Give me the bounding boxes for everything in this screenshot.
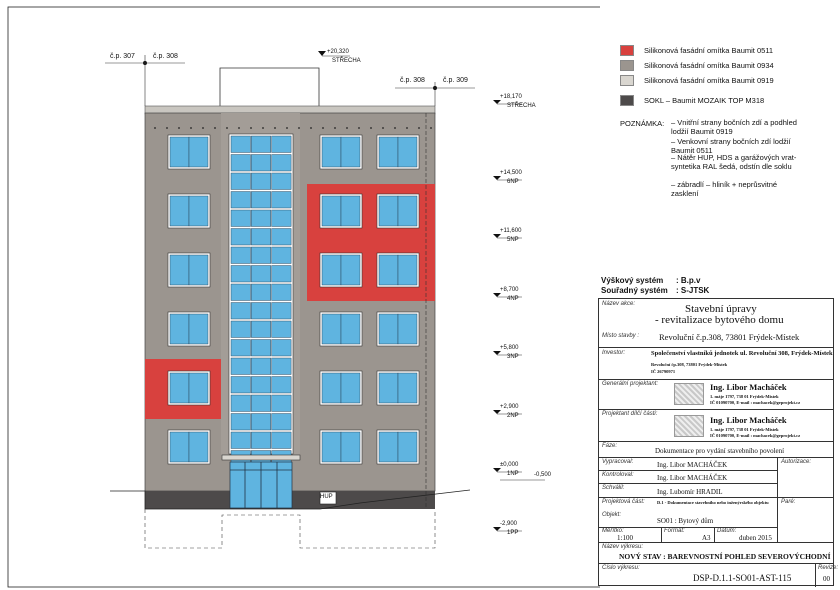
roof-dot bbox=[178, 127, 180, 129]
window-pane bbox=[341, 137, 360, 167]
stair-pane bbox=[251, 303, 270, 320]
title-block bbox=[598, 298, 839, 586]
stair-pane bbox=[272, 155, 292, 172]
roof-dot bbox=[286, 127, 288, 129]
roof-dot bbox=[202, 127, 204, 129]
investor-sub1: Revoluční čp.308, 73801 Frýdek-Místek bbox=[651, 362, 728, 367]
part-designer-addr: 1. máje 1797, 738 01 Frýdek-Místek bbox=[710, 427, 779, 432]
legend-label-3: SOKL – Baumit MOZAIK TOP M318 bbox=[644, 96, 765, 105]
stamp-label: Paré: bbox=[781, 499, 796, 505]
project-part-label: Projektová část: bbox=[602, 499, 645, 505]
entrance-canopy bbox=[222, 455, 300, 460]
part-designer-label: Projektant dílčí části: bbox=[602, 411, 658, 417]
stair-pane bbox=[251, 192, 270, 209]
coord-system-value: : S-JTSK bbox=[676, 286, 710, 295]
level-triangle bbox=[493, 410, 501, 414]
stair-pane bbox=[251, 340, 270, 357]
roof-level-label: STŘECHA bbox=[332, 58, 361, 64]
note-item-3: – zábradlí – hliník + neprůsvitné zasklení bbox=[671, 180, 778, 198]
roof-dot bbox=[274, 127, 276, 129]
stair-pane bbox=[272, 414, 292, 431]
drawing-name-value: NOVÝ STAV : BAREVNOSTNÍ POHLED SEVEROVÝCHODNÍ bbox=[619, 552, 831, 561]
investor-sub2: IČ 26790971 bbox=[651, 369, 676, 374]
stair-pane bbox=[251, 432, 270, 449]
roof-dot bbox=[298, 127, 300, 129]
investor-label: Investor: bbox=[602, 350, 626, 356]
stair-pane bbox=[231, 377, 251, 394]
stair-pane bbox=[231, 358, 251, 375]
level-value-7: -2,900 bbox=[500, 521, 518, 527]
level-triangle bbox=[493, 176, 501, 180]
note-item-0: – Vnitřní strany bočních zdí a podhled lodžií Baumit 0919 bbox=[671, 118, 797, 136]
level-label-3: 4NP bbox=[507, 296, 519, 302]
window-pane bbox=[379, 432, 398, 462]
stair-pane bbox=[251, 210, 270, 227]
stair-pane bbox=[231, 192, 251, 209]
stair-glazing bbox=[229, 134, 293, 467]
stair-pane bbox=[272, 173, 292, 190]
axis-label-308-left: č.p. 308 bbox=[153, 53, 178, 60]
part-designer-contact: IČ 01090700, E-mail : machacek@geprojekt.cz bbox=[710, 433, 801, 438]
stair-pane bbox=[231, 266, 251, 283]
window-pane bbox=[379, 314, 398, 344]
window-pane bbox=[170, 196, 189, 226]
coord-system-label: Souřadný systém bbox=[601, 286, 668, 295]
hup-label: HUP bbox=[320, 494, 333, 500]
level-value-6: ±0,000 bbox=[500, 462, 519, 468]
checked-label: Kontroloval: bbox=[602, 472, 634, 478]
drew-value: Ing. Libor MACHÁČEK bbox=[657, 461, 728, 469]
stair-pane bbox=[272, 358, 292, 375]
window-pane bbox=[341, 373, 360, 403]
stair-pane bbox=[272, 377, 292, 394]
format-label: Formát: bbox=[664, 528, 685, 534]
window-pane bbox=[379, 255, 398, 285]
stair-pane bbox=[272, 321, 292, 338]
window-pane bbox=[322, 196, 341, 226]
roof-dot bbox=[250, 127, 252, 129]
stair-pane bbox=[231, 303, 251, 320]
stair-pane bbox=[251, 377, 270, 394]
stair-pane bbox=[231, 247, 251, 264]
level-triangle bbox=[493, 100, 501, 104]
stair-pane bbox=[231, 432, 251, 449]
level-label-6: 1NP bbox=[507, 471, 519, 477]
window-pane bbox=[398, 137, 417, 167]
legend-label-1: Silikonová fasádní omítka Baumit 0934 bbox=[644, 61, 774, 70]
window-pane bbox=[189, 137, 208, 167]
level-label-2: 5NP bbox=[507, 237, 519, 243]
terrain-level: -0,500 bbox=[534, 472, 552, 478]
roof-dot bbox=[346, 127, 348, 129]
roof-dot bbox=[382, 127, 384, 129]
legend-label-0: Silikonová fasádní omítka Baumit 0511 bbox=[644, 46, 774, 55]
stair-pane bbox=[251, 229, 270, 246]
drew-label: Vypracoval: bbox=[602, 459, 634, 465]
window-pane bbox=[398, 196, 417, 226]
legend-label-2: Silikonová fasádní omítka Baumit 0919 bbox=[644, 76, 774, 85]
legend-swatch-3 bbox=[620, 95, 634, 106]
stair-pane bbox=[272, 210, 292, 227]
stair-pane bbox=[272, 229, 292, 246]
height-system-label: Výškový systém bbox=[601, 276, 664, 285]
level-value-0: +18,170 bbox=[500, 94, 522, 100]
designer-logo bbox=[674, 383, 704, 405]
level-value-3: +8,700 bbox=[500, 287, 519, 293]
level-triangle bbox=[493, 234, 501, 238]
approved-value: Ing. Lubomír HRADIL bbox=[657, 488, 723, 496]
window-pane bbox=[341, 196, 360, 226]
window-pane bbox=[341, 314, 360, 344]
stair-pane bbox=[272, 303, 292, 320]
designer-addr: 1. máje 1797, 738 01 Frýdek-Místek bbox=[710, 394, 779, 399]
stair-pane bbox=[231, 155, 251, 172]
level-value-2: +11,600 bbox=[500, 228, 522, 234]
roof-dot bbox=[238, 127, 240, 129]
revision-label: Revize: bbox=[818, 565, 839, 571]
stair-pane bbox=[231, 321, 251, 338]
window-pane bbox=[170, 137, 189, 167]
stair-pane bbox=[272, 395, 292, 412]
roof-attic-outline bbox=[220, 68, 319, 112]
stair-pane bbox=[251, 358, 270, 375]
project-part-value: D.1 - Dokumentace stavebního nebo inženýrského objektu bbox=[657, 500, 769, 505]
window-pane bbox=[341, 432, 360, 462]
designer-name: Ing. Libor Macháček bbox=[710, 382, 787, 392]
stair-pane bbox=[231, 340, 251, 357]
stair-pane bbox=[231, 395, 251, 412]
investor-value: Společenství vlastníků jednotek ul. Revoluční 308, Frýdek-Místek bbox=[651, 350, 833, 357]
note-item-1: – Venkovní strany bočních zdí lodžií Baumit 0511 bbox=[671, 137, 791, 155]
stair-pane bbox=[231, 229, 251, 246]
window-pane bbox=[398, 373, 417, 403]
stair-pane bbox=[272, 432, 292, 449]
axis-label-307: č.p. 307 bbox=[110, 53, 135, 60]
window-pane bbox=[341, 255, 360, 285]
window-pane bbox=[189, 314, 208, 344]
scale-value: 1:100 bbox=[617, 534, 633, 542]
roof-dot bbox=[370, 127, 372, 129]
stair-pane bbox=[251, 321, 270, 338]
level-triangle bbox=[493, 527, 501, 531]
roof-dot bbox=[394, 127, 396, 129]
roof-level-value: +20,320 bbox=[327, 49, 349, 55]
roof-dot bbox=[334, 127, 336, 129]
roof-dot bbox=[310, 127, 312, 129]
object-value: SO01 : Bytový dům bbox=[657, 517, 714, 525]
stair-pane bbox=[272, 340, 292, 357]
location-label: Místo stavby : bbox=[602, 333, 640, 339]
window-pane bbox=[189, 373, 208, 403]
stair-pane bbox=[251, 395, 270, 412]
stair-pane bbox=[272, 192, 292, 209]
date-value: duben 2015 bbox=[739, 534, 772, 542]
window-pane bbox=[322, 314, 341, 344]
stair-pane bbox=[272, 284, 292, 301]
location-value: Revoluční č.p.308, 73801 Frýdek-Místek bbox=[659, 332, 800, 342]
height-system-value: : B.p.v bbox=[676, 276, 701, 285]
roof-dot bbox=[154, 127, 156, 129]
stair-pane bbox=[251, 266, 270, 283]
roof-dot bbox=[214, 127, 216, 129]
roof-dot bbox=[190, 127, 192, 129]
roof-dot bbox=[322, 127, 324, 129]
roof-dot bbox=[166, 127, 168, 129]
format-value: A3 bbox=[702, 534, 711, 542]
window-pane bbox=[189, 432, 208, 462]
note-item-2: – Nátěr HUP, HDS a garážových vrat- syntetika RAL šedá, odstín dle soklu bbox=[671, 153, 797, 171]
window-pane bbox=[322, 373, 341, 403]
level-value-5: +2,900 bbox=[500, 404, 519, 410]
window-pane bbox=[398, 314, 417, 344]
drawing-name-label: Název výkresu: bbox=[602, 544, 644, 550]
drawing-number-value: DSP-D.1.1-SO01-AST-115 bbox=[693, 573, 792, 583]
stair-pane bbox=[231, 284, 251, 301]
stair-pane bbox=[231, 173, 251, 190]
level-label-7: 1PP bbox=[507, 530, 519, 536]
legend-swatch-2 bbox=[620, 75, 634, 86]
axis-label-308-right: č.p. 308 bbox=[400, 77, 425, 84]
roof-dot bbox=[358, 127, 360, 129]
roof-dot bbox=[262, 127, 264, 129]
window-pane bbox=[379, 373, 398, 403]
axis-label-309: č.p. 309 bbox=[443, 77, 468, 84]
stair-pane bbox=[231, 414, 251, 431]
phase-value: Dokumentace pro vydání stavebního povolení bbox=[655, 447, 785, 455]
stair-pane bbox=[251, 173, 270, 190]
stair-pane bbox=[251, 247, 270, 264]
window-pane bbox=[379, 137, 398, 167]
level-triangle bbox=[493, 293, 501, 297]
window-pane bbox=[170, 255, 189, 285]
window-pane bbox=[170, 432, 189, 462]
level-label-5: 2NP bbox=[507, 413, 519, 419]
window-pane bbox=[189, 255, 208, 285]
action-label: Název akce: bbox=[602, 301, 636, 307]
object-label: Objekt: bbox=[602, 512, 622, 518]
window-pane bbox=[170, 314, 189, 344]
level-label-0: STŘECHA bbox=[507, 103, 536, 109]
drawing-number-label: Číslo výkresu: bbox=[602, 565, 640, 571]
window-pane bbox=[379, 196, 398, 226]
stair-pane bbox=[272, 136, 292, 153]
phase-label: Fáze: bbox=[602, 443, 618, 449]
level-label-4: 3NP bbox=[507, 354, 519, 360]
action-line1: Stavební úpravy bbox=[685, 303, 757, 315]
designer-contact: IČ 01090700, E-mail : machacek@geprojekt.cz bbox=[710, 400, 801, 405]
part-designer-name: Ing. Libor Macháček bbox=[710, 415, 787, 425]
level-value-1: +14,500 bbox=[500, 170, 522, 176]
general-designer-label: Generální projektant: bbox=[602, 381, 659, 387]
level-triangle bbox=[493, 468, 501, 472]
level-value-4: +5,800 bbox=[500, 345, 519, 351]
scale-label: Měřítko: bbox=[602, 528, 624, 534]
stair-pane bbox=[251, 155, 270, 172]
stair-pane bbox=[251, 284, 270, 301]
date-label: Datum: bbox=[717, 528, 737, 534]
window-pane bbox=[170, 373, 189, 403]
level-label-1: 6NP bbox=[507, 179, 519, 185]
approved-label: Schválil: bbox=[602, 485, 625, 491]
revision-value: 00 bbox=[823, 575, 830, 583]
window-pane bbox=[189, 196, 208, 226]
stair-pane bbox=[251, 414, 270, 431]
checked-value: Ing. Libor MACHÁČEK bbox=[657, 474, 728, 482]
roof-dot bbox=[418, 127, 420, 129]
level-triangle bbox=[493, 351, 501, 355]
roof-dot bbox=[226, 127, 228, 129]
basement-outline bbox=[145, 509, 435, 548]
action-line2: - revitalizace bytového domu bbox=[655, 314, 784, 326]
window-pane bbox=[322, 255, 341, 285]
part-designer-logo bbox=[674, 415, 704, 437]
roof-dot bbox=[406, 127, 408, 129]
window-pane bbox=[398, 255, 417, 285]
stair-pane bbox=[251, 136, 270, 153]
stair-pane bbox=[231, 136, 251, 153]
legend-swatch-1 bbox=[620, 60, 634, 71]
window-pane bbox=[322, 432, 341, 462]
stair-pane bbox=[231, 210, 251, 227]
window-pane bbox=[398, 432, 417, 462]
note-title: POZNÁMKA: bbox=[620, 119, 665, 128]
authorization-label: Autorizace: bbox=[781, 459, 812, 465]
stair-pane bbox=[272, 247, 292, 264]
window-pane bbox=[322, 137, 341, 167]
legend-swatch-0 bbox=[620, 45, 634, 56]
roof-dot bbox=[430, 127, 432, 129]
stair-pane bbox=[272, 266, 292, 283]
